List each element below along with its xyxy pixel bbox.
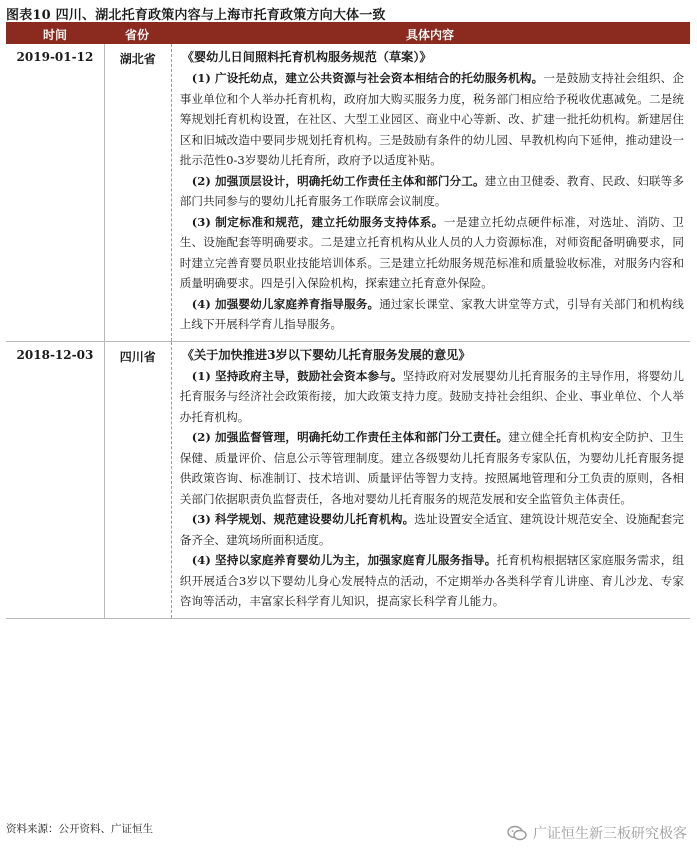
row-date: 2018-12-03 <box>16 347 94 362</box>
policy-item <box>180 294 684 335</box>
policy-item <box>180 509 684 550</box>
policy-item-head: (4) 加强婴幼儿家庭养育指导服务。 <box>191 296 380 311</box>
header-date: 时间 <box>42 27 67 42</box>
table-row-hubei <box>6 44 690 342</box>
policy-item-head: (2) 加强顶层设计，明确托幼工作责任主体和部门分工。 <box>191 173 485 188</box>
header-content: 具体内容 <box>405 27 454 42</box>
policy-item-body: 一是建立托幼点硬件标准，对选址、消防、卫生、设施配套等明确要求。二是建立托育机构从业人员的人力资源标准，对师资配备明确要求，同时建立完善育婴员职业技能培训体系。三是建立托幼服务规范标准和质量验收标准，对服务内容和质量明确要求。四是引入保险机构，探索建立托育意外保险。 <box>179 214 685 290</box>
policy-item <box>180 366 684 428</box>
document-title: 《婴幼儿日间照料托育机构服务规范（草案）》 <box>181 50 432 64</box>
table-row-sichuan <box>6 342 690 619</box>
watermark-text: 广证恒生新三板研究极客 <box>533 826 687 842</box>
row-content <box>171 342 690 618</box>
policy-item <box>180 427 684 509</box>
policy-item-body: 坚持政府对发展婴幼儿托育服务的主导作用，将婴幼儿托育服务与经济社会政策衔接，加大政策支持力度。鼓励支持社会组织、企业、事业单位、个人举办托育机构。 <box>179 368 685 424</box>
policy-item-body: 建立健全托育机构安全防护、卫生保健、质量评价、信息公示等管理制度。建立各级婴幼儿托育服务专家队伍，为婴幼儿托育服务提供政策咨询、标准制订、技术培训、质量评估等智力支持。按照属地管理和分工负责的原则，各相关部门依据职责负监督责任，各地对婴幼儿托育服务的规范发展和安全监管负主体责任。 <box>179 430 685 506</box>
wechat-icon <box>507 825 527 841</box>
policy-item-head: (1) 坚持政府主导，鼓励社会资本参与。 <box>191 368 403 383</box>
policy-item-body: 建立由卫健委、教育、民政、妇联等多部门共同参与的婴幼儿托育服务工作联席会议制度。 <box>179 173 685 208</box>
policy-item <box>180 68 684 171</box>
policy-item-body: 选址设置安全适宜、建筑设计规范安全、设施配套完备齐全、建筑场所面积适度。 <box>179 512 685 547</box>
policy-item <box>180 550 684 612</box>
policy-item-head: (2) 加强监督管理，明确托幼工作责任主体和部门分工责任。 <box>191 430 509 444</box>
table-header <box>6 24 690 44</box>
row-content <box>171 44 690 341</box>
policy-item-body: 一是鼓励支持社会组织、企事业单位和个人举办托育机构，政府加大购买服务力度，税务部门相应给予税收优惠减免。二是统筹规划托育机构设置，在社区、大型工业园区、商业中心等新、改、扩建一批托幼机构。新建居住区和旧城改造中要同步规划托育机构。三是鼓励有条件的幼儿园、早教机构向下延伸，推动建设一批示范性0-3岁婴幼儿托育所，政府予以适度补贴。 <box>179 71 685 167</box>
watermark <box>507 823 687 843</box>
policy-item <box>180 212 684 294</box>
policy-item-head: (3) 制定标准和规范，建立托幼服务支持体系。 <box>191 214 444 229</box>
policy-table <box>6 22 690 619</box>
policy-item-body: 托育机构根据辖区家庭服务需求，组织开展适合3岁以下婴幼儿身心发展特点的活动，不定期举办各类科学育儿讲座、育儿沙龙、专家咨询等活动，丰富家长科学育儿知识，提高家长科学育儿能力。 <box>179 553 685 608</box>
row-date: 2019-01-12 <box>16 50 94 64</box>
figure-title: 图表10 四川、湖北托育政策内容与上海市托育政策方向大体一致 <box>6 8 386 23</box>
policy-item <box>180 171 684 212</box>
source-note: 资料来源：公开资料、广证恒生 <box>6 823 153 835</box>
document-title: 《关于加快推进3岁以下婴幼儿托育服务发展的意见》 <box>181 347 471 362</box>
policy-item-head: (1) 广设托幼点，建立公共资源与社会资本相结合的托幼服务机构。 <box>191 71 544 85</box>
header-province: 省份 <box>124 27 149 42</box>
row-province: 湖北省 <box>104 44 171 341</box>
policy-item-head: (3) 科学规划、规范建设婴幼儿托育机构。 <box>191 512 415 526</box>
row-province: 四川省 <box>104 342 171 618</box>
policy-item-body: 通过家长课堂、家教大讲堂等方式，引导有关部门和机构线上线下开展科学育儿指导服务。 <box>179 296 685 331</box>
policy-item-head: (4) 坚持以家庭养育婴幼儿为主，加强家庭育儿服务指导。 <box>191 553 497 567</box>
